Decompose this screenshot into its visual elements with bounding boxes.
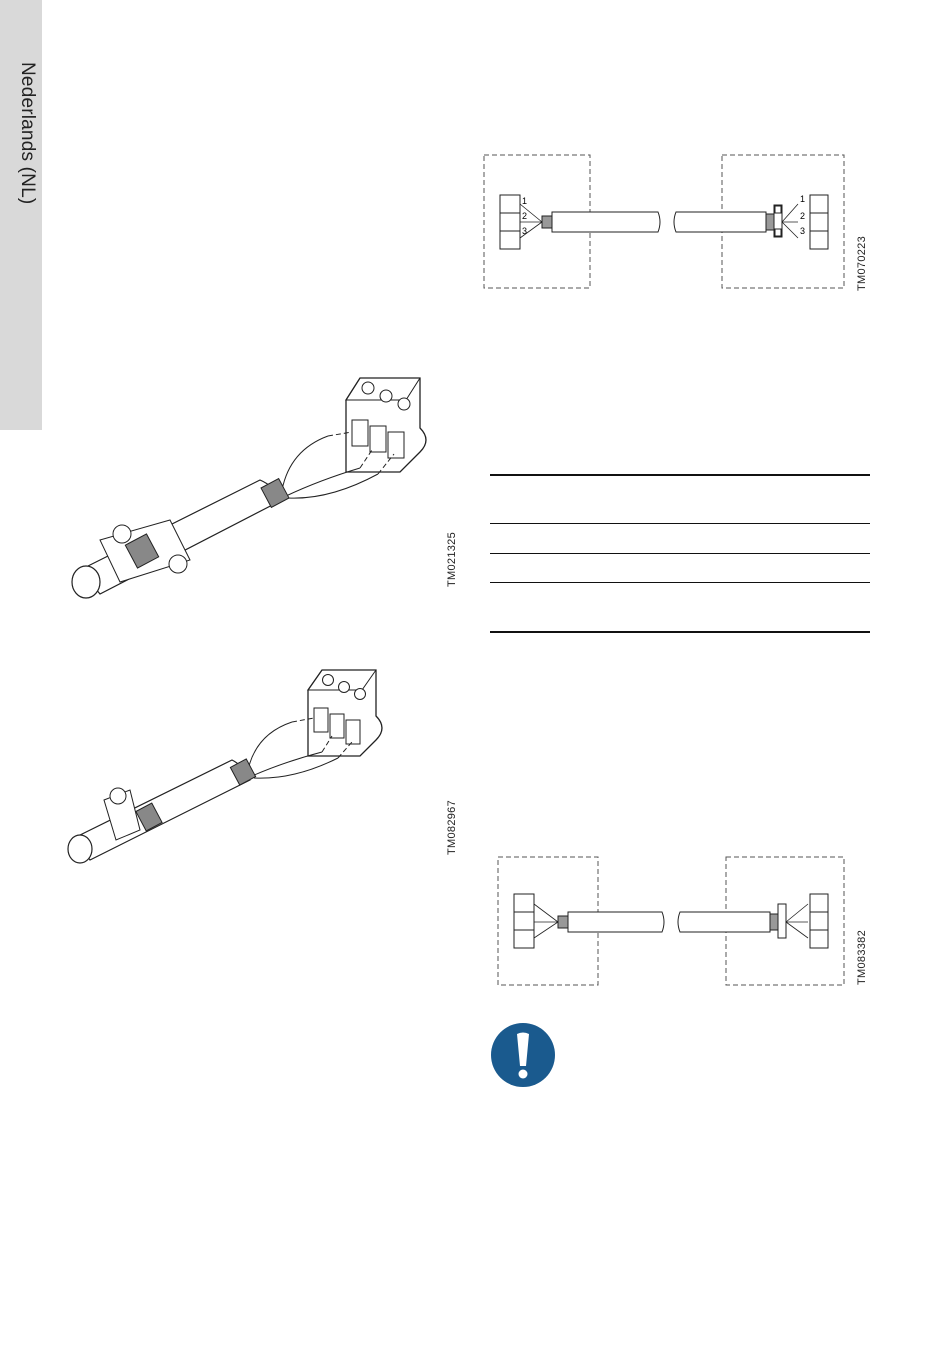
figure-code-tm021325: TM021325 (446, 532, 458, 587)
figure-code-tm083382: TM083382 (856, 930, 868, 985)
terminal-1-label-right: 1 (800, 194, 806, 204)
terminal-3-label-left: 3 (522, 226, 528, 236)
table-rule-row-2 (490, 582, 870, 583)
terminal-1-label-left: 1 (522, 196, 528, 206)
terminal-2-label-right: 2 (800, 211, 806, 221)
exclamation-icon (490, 1022, 556, 1088)
wiring-diagram-2 (494, 852, 854, 992)
wiring-diagram-1 (480, 150, 850, 295)
figure-code-tm082967: TM082967 (446, 800, 458, 855)
language-side-tab (0, 0, 42, 430)
cable-clamp-illustration-2 (60, 660, 400, 865)
figure-code-tm070223: TM070223 (856, 236, 868, 291)
terminal-2-label-left: 2 (522, 211, 528, 221)
table-rule-top (490, 474, 870, 476)
table-rule-header (490, 523, 870, 524)
terminal-3-label-right: 3 (800, 226, 806, 236)
language-label: Nederlands (NL) (17, 62, 38, 205)
cable-clamp-illustration-1 (60, 370, 445, 600)
table-rule-bottom (490, 631, 870, 633)
table-rule-row-1 (490, 553, 870, 554)
